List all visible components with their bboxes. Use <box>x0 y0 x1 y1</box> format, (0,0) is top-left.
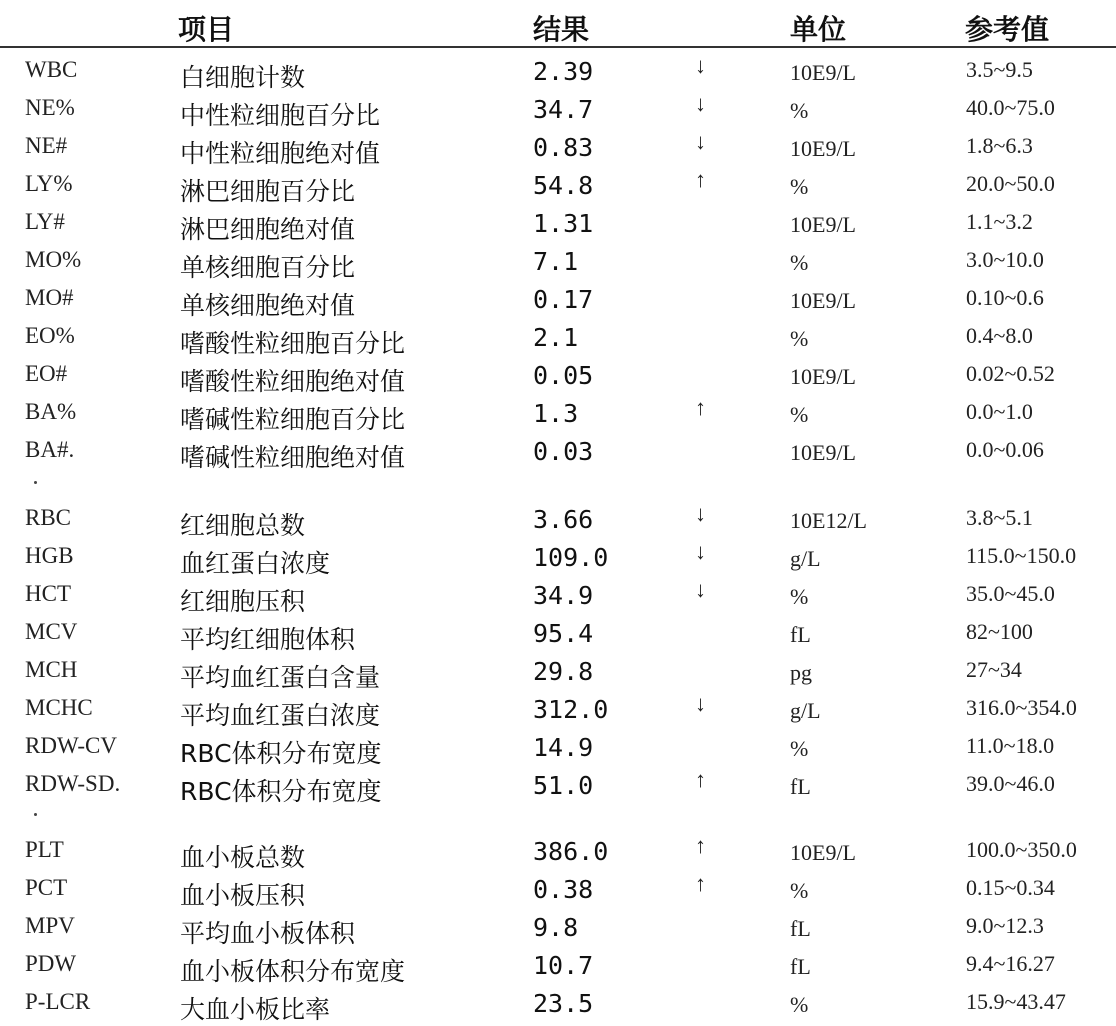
row-flag: ↑ <box>695 395 706 420</box>
row-code: NE# <box>25 133 68 158</box>
row-reference: 0.0~1.0 <box>966 399 1033 424</box>
row-reference: 0.15~0.34 <box>966 875 1055 900</box>
row-code: BA% <box>25 399 77 424</box>
row-name: 血小板体积分布宽度 <box>180 957 406 986</box>
row-code: PDW <box>25 951 77 976</box>
table-row <box>0 987 1116 1025</box>
row-result: 10.7 <box>533 951 594 980</box>
row-name: 白细胞计数 <box>180 63 306 92</box>
row-unit: fL <box>790 916 811 941</box>
row-result: 7.1 <box>533 247 579 276</box>
row-name: 平均红细胞体积 <box>180 625 356 654</box>
row-code: MCV <box>25 619 78 644</box>
row-name: 淋巴细胞百分比 <box>180 177 356 206</box>
row-code: WBC <box>25 57 78 82</box>
row-reference: 115.0~150.0 <box>966 543 1077 568</box>
row-unit: 10E9/L <box>790 136 856 161</box>
row-result: 54.8 <box>533 171 594 200</box>
table-row <box>0 655 1116 693</box>
row-result: 2.1 <box>533 323 579 352</box>
row-code: EO# <box>25 361 68 386</box>
table-row <box>0 541 1116 579</box>
row-flag: ↓ <box>695 91 706 116</box>
row-flag: ↓ <box>695 129 706 154</box>
row-flag: ↓ <box>695 539 706 564</box>
row-unit: 10E9/L <box>790 840 856 865</box>
row-flag: ↓ <box>695 501 706 526</box>
row-unit: 10E12/L <box>790 508 867 533</box>
row-code: LY% <box>25 171 73 196</box>
table-row <box>0 55 1116 93</box>
table-row <box>0 911 1116 949</box>
row-name: 嗜酸性粒细胞百分比 <box>180 329 406 358</box>
row-result: 109.0 <box>533 543 609 572</box>
row-result: 3.66 <box>533 505 594 534</box>
row-code: PLT <box>25 837 64 862</box>
row-unit: fL <box>790 622 811 647</box>
row-reference: 0.0~0.06 <box>966 437 1044 462</box>
row-result: 312.0 <box>533 695 609 724</box>
row-flag: ↓ <box>695 53 706 78</box>
header-result: 结果 <box>533 13 590 46</box>
header-reference: 参考值 <box>965 13 1050 46</box>
header-unit: 单位 <box>790 13 847 46</box>
row-unit: % <box>790 992 809 1017</box>
row-reference: 1.8~6.3 <box>966 133 1033 158</box>
table-row <box>0 207 1116 245</box>
row-flag: ↓ <box>695 691 706 716</box>
row-name: 中性粒细胞绝对值 <box>180 139 381 168</box>
row-flag: ↑ <box>695 833 706 858</box>
row-result: 9.8 <box>533 913 579 942</box>
row-reference: 9.0~12.3 <box>966 913 1044 938</box>
table-row <box>0 835 1116 873</box>
header-item: 项目 <box>178 13 235 46</box>
row-result: 386.0 <box>533 837 609 866</box>
row-reference: 82~100 <box>966 619 1033 644</box>
row-result: 0.05 <box>533 361 594 390</box>
table-row <box>0 693 1116 731</box>
row-name: 平均血红蛋白含量 <box>180 663 381 692</box>
row-result: 1.3 <box>533 399 579 428</box>
row-unit: % <box>790 98 809 123</box>
row-unit: 10E9/L <box>790 212 856 237</box>
row-code: NE% <box>25 95 75 120</box>
row-name: 红细胞总数 <box>180 511 306 540</box>
table-row <box>0 321 1116 359</box>
row-unit: g/L <box>790 698 821 723</box>
row-reference: 0.4~8.0 <box>966 323 1033 348</box>
row-code: MCHC <box>25 695 93 720</box>
row-name: 血红蛋白浓度 <box>180 549 331 578</box>
row-name: RBC体积分布宽度 <box>180 777 382 806</box>
row-name: 平均血小板体积 <box>180 919 356 948</box>
row-unit: fL <box>790 774 811 799</box>
table-row <box>0 131 1116 169</box>
row-code: P-LCR <box>25 989 91 1014</box>
row-reference: 3.8~5.1 <box>966 505 1033 530</box>
row-unit: 10E9/L <box>790 364 856 389</box>
row-code: PCT <box>25 875 68 900</box>
row-result: 0.03 <box>533 437 594 466</box>
row-result: 0.17 <box>533 285 594 314</box>
row-code: HGB <box>25 543 74 568</box>
row-name: 大血小板比率 <box>180 995 331 1024</box>
table-row <box>0 949 1116 987</box>
row-result: 34.7 <box>533 95 594 124</box>
table-row <box>0 731 1116 769</box>
row-unit: 10E9/L <box>790 288 856 313</box>
row-result: 34.9 <box>533 581 594 610</box>
row-code: MO% <box>25 247 82 272</box>
row-name: 红细胞压积 <box>180 587 306 616</box>
row-reference: 0.10~0.6 <box>966 285 1044 310</box>
row-reference: 27~34 <box>966 657 1022 682</box>
row-result: 0.83 <box>533 133 594 162</box>
row-unit: % <box>790 736 809 761</box>
table-row <box>0 359 1116 397</box>
table-row <box>0 435 1116 473</box>
row-unit: fL <box>790 954 811 979</box>
row-reference: 15.9~43.47 <box>966 989 1066 1014</box>
row-unit: pg <box>790 660 812 685</box>
row-reference: 20.0~50.0 <box>966 171 1055 196</box>
table-row <box>0 579 1116 617</box>
row-flag: ↑ <box>695 167 706 192</box>
row-reference: 40.0~75.0 <box>966 95 1055 120</box>
row-unit: % <box>790 402 809 427</box>
table-row <box>0 617 1116 655</box>
row-code: RDW-CV <box>25 733 117 758</box>
row-reference: 11.0~18.0 <box>966 733 1055 758</box>
table-row <box>0 397 1116 435</box>
row-unit: % <box>790 878 809 903</box>
table-row <box>0 93 1116 131</box>
table-row <box>0 169 1116 207</box>
row-code: LY# <box>25 209 65 234</box>
row-unit: % <box>790 250 809 275</box>
separator-dot <box>34 481 37 484</box>
row-reference: 3.5~9.5 <box>966 57 1033 82</box>
row-code: MO# <box>25 285 74 310</box>
row-result: 29.8 <box>533 657 594 686</box>
row-name: 嗜酸性粒细胞绝对值 <box>180 367 406 396</box>
row-flag: ↑ <box>695 767 706 792</box>
row-result: 51.0 <box>533 771 594 800</box>
row-unit: g/L <box>790 546 821 571</box>
row-unit: 10E9/L <box>790 60 856 85</box>
row-code: RDW-SD. <box>25 771 121 796</box>
row-result: 14.9 <box>533 733 594 762</box>
row-name: 血小板总数 <box>180 843 306 872</box>
row-flag: ↑ <box>695 871 706 896</box>
row-reference: 3.0~10.0 <box>966 247 1044 272</box>
row-code: MCH <box>25 657 78 682</box>
row-result: 1.31 <box>533 209 594 238</box>
row-code: HCT <box>25 581 71 606</box>
row-code: RBC <box>25 505 72 530</box>
row-name: 嗜碱性粒细胞百分比 <box>180 405 406 434</box>
row-name: 单核细胞百分比 <box>180 253 356 282</box>
row-result: 95.4 <box>533 619 594 648</box>
table-header <box>0 0 1116 48</box>
row-name: 血小板压积 <box>180 881 306 910</box>
row-reference: 316.0~354.0 <box>966 695 1077 720</box>
row-name: 淋巴细胞绝对值 <box>180 215 356 244</box>
table-row <box>0 503 1116 541</box>
table-row <box>0 283 1116 321</box>
row-name: 单核细胞绝对值 <box>180 291 356 320</box>
separator-dot <box>34 813 37 816</box>
row-name: 嗜碱性粒细胞绝对值 <box>180 443 406 472</box>
row-flag: ↓ <box>695 577 706 602</box>
row-reference: 35.0~45.0 <box>966 581 1055 606</box>
row-code: EO% <box>25 323 75 348</box>
row-reference: 9.4~16.27 <box>966 951 1055 976</box>
row-reference: 0.02~0.52 <box>966 361 1055 386</box>
table-row <box>0 873 1116 911</box>
row-unit: % <box>790 326 809 351</box>
row-reference: 1.1~3.2 <box>966 209 1033 234</box>
row-name: RBC体积分布宽度 <box>180 739 382 768</box>
row-name: 中性粒细胞百分比 <box>180 101 381 130</box>
row-code: MPV <box>25 913 75 938</box>
row-result: 0.38 <box>533 875 594 904</box>
row-unit: % <box>790 174 809 199</box>
row-reference: 39.0~46.0 <box>966 771 1055 796</box>
row-result: 2.39 <box>533 57 594 86</box>
row-result: 23.5 <box>533 989 594 1018</box>
row-name: 平均血红蛋白浓度 <box>180 701 381 730</box>
table-row <box>0 769 1116 807</box>
row-unit: % <box>790 584 809 609</box>
row-reference: 100.0~350.0 <box>966 837 1077 862</box>
table-row <box>0 245 1116 283</box>
row-code: BA#. <box>25 437 75 462</box>
row-unit: 10E9/L <box>790 440 856 465</box>
